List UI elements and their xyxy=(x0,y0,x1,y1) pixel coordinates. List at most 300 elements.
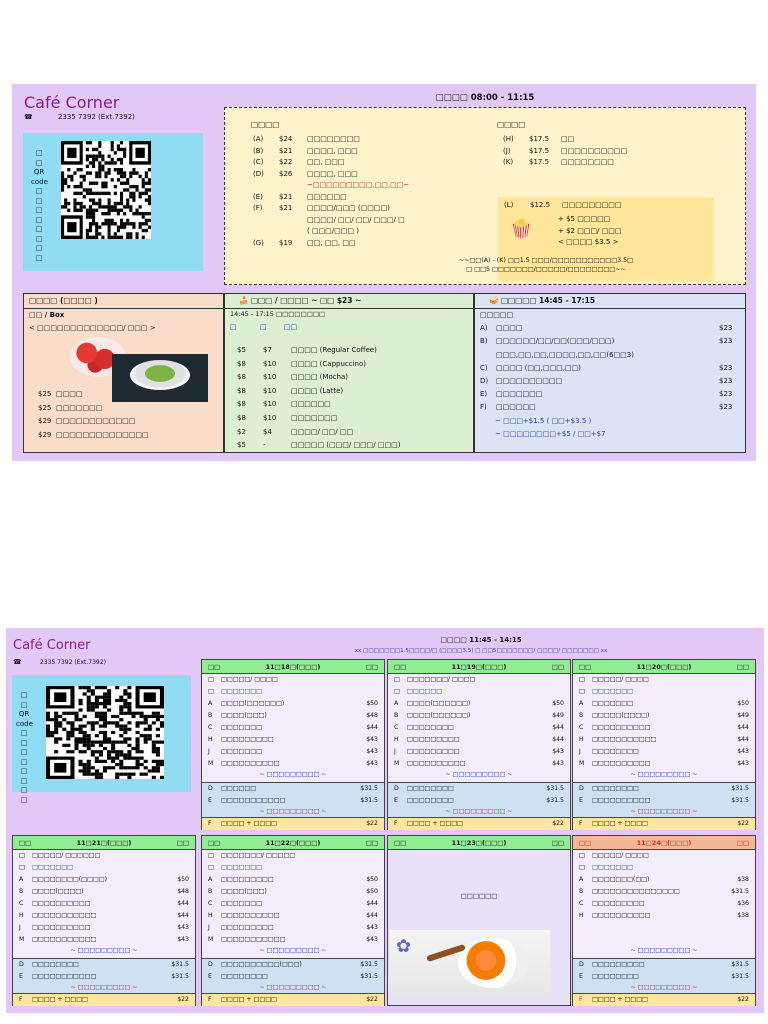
afternoon-tea-item-name: □□□□□□ xyxy=(496,403,536,412)
qr-label-char: □ xyxy=(20,767,28,775)
afternoon-tea-item-code: F) xyxy=(480,403,487,412)
breakfast-item xyxy=(503,157,723,169)
drink-item xyxy=(237,344,400,358)
lunch-item-code: C xyxy=(208,900,213,907)
set-item xyxy=(202,783,384,795)
lunch-item xyxy=(202,910,384,922)
salad-item xyxy=(38,429,149,443)
day-card xyxy=(387,835,571,1006)
afternoon-tea-item-price: $23 xyxy=(719,324,733,333)
day-card-subtitle xyxy=(388,686,570,698)
marker: □ xyxy=(208,864,214,871)
afternoon-tea-item xyxy=(475,375,745,388)
lunch-item xyxy=(202,710,384,722)
set-items-zone xyxy=(573,782,755,817)
afternoon-tea-item-code xyxy=(480,349,496,362)
set-item-code: E xyxy=(208,797,212,804)
drinks-list xyxy=(237,344,400,453)
qr-code[interactable] xyxy=(46,686,164,779)
marker: □ xyxy=(579,676,585,683)
lunch-item-price: $43 xyxy=(552,760,564,767)
soup-image: ✿ xyxy=(390,930,550,998)
marker: □ xyxy=(579,688,585,695)
cake-icon: 🍰 xyxy=(239,296,249,305)
salad-item-price: $29 xyxy=(38,430,52,439)
lunch-item-code: H xyxy=(208,736,213,743)
day-card-label-right: □□ xyxy=(551,662,564,671)
salad-item xyxy=(38,402,149,416)
combo-price: $22 xyxy=(552,820,564,827)
lunch-item-code: H xyxy=(579,736,584,743)
drink-name: □□□□ (Mocha) xyxy=(291,373,349,382)
lunch-item-price: $50 xyxy=(366,876,378,883)
salad-subtitle-2: < □□□□□□□□□□□□□/ □□□ > xyxy=(29,324,156,333)
breakfast-item-price: $21 xyxy=(279,192,293,201)
lunch-item xyxy=(13,910,195,922)
lunch-item xyxy=(13,898,195,910)
lunch-item-price: $44 xyxy=(737,724,749,731)
phone-number: 2335 7392 (Ext.7392) xyxy=(40,659,106,666)
set-items-zone xyxy=(388,782,570,817)
set-item-code: D xyxy=(394,785,399,792)
day-card-subtitle-text: □□□□□□□ xyxy=(32,864,73,871)
qr-label-char: □ xyxy=(20,786,28,794)
lunch-item-price: $44 xyxy=(366,900,378,907)
breakfast-item xyxy=(253,203,483,215)
breakfast-item-name: □□, □□, □□ xyxy=(307,238,356,247)
qr-label-char: □ xyxy=(35,253,43,262)
qr-label-char: code xyxy=(31,177,48,186)
drink-price-small: $8 xyxy=(237,400,246,409)
qr-code[interactable] xyxy=(61,141,151,239)
lunch-item xyxy=(573,874,755,886)
salad-item xyxy=(38,388,149,402)
salad-item xyxy=(38,415,149,429)
day-card-title-text: □□□□□/ □□□□□□ xyxy=(32,852,101,859)
combo-name: □□□□ + □□□□ xyxy=(592,820,648,827)
lunch-item xyxy=(573,898,755,910)
lunch-items-zone xyxy=(573,850,755,958)
afternoon-tea-list xyxy=(475,322,745,414)
breakfast-item-name: □□□□□□□□ xyxy=(307,135,360,143)
breakfast-note-line-2: □ □□5 □□□□□□□/□□□□□/□□□□□□□□~~ xyxy=(466,266,626,273)
marker: □ xyxy=(208,852,214,859)
breakfast-item-code: (K) xyxy=(503,158,514,166)
drink-item xyxy=(237,412,400,426)
lunch-item-price: $43 xyxy=(737,760,749,767)
lunch-item xyxy=(202,698,384,710)
breakfast-item-price: $21 xyxy=(279,204,293,212)
breakfast-menu-panel xyxy=(12,84,756,461)
qr-label-char: □ xyxy=(35,225,43,233)
day-card-header xyxy=(13,836,195,850)
combo-price: $22 xyxy=(177,996,189,1003)
lunch-item-code: J xyxy=(208,748,210,755)
lunch-item-price: $43 xyxy=(552,748,564,755)
breakfast-item xyxy=(253,180,483,192)
breakfast-item-price: $19 xyxy=(279,238,293,247)
day-card-label-left: □□ xyxy=(394,838,407,847)
lunch-item xyxy=(13,886,195,898)
set-item xyxy=(13,959,195,971)
set-item-name: □□□□□□□□□□ xyxy=(592,797,651,804)
salad-list xyxy=(38,388,149,442)
set-item-name: □□□□□□□□□□□ xyxy=(32,973,97,980)
set-item-name: □□□□□□□□□ xyxy=(592,961,645,968)
set-item-name: □□□□□□□□ xyxy=(407,785,454,792)
breakfast-item-price: $17.5 xyxy=(529,158,550,166)
side-option: < □□□□ $3.5 > xyxy=(558,238,619,246)
lunch-items-zone xyxy=(13,850,195,958)
combo-code: F xyxy=(579,996,583,1003)
day-card-title xyxy=(202,674,384,686)
salad-item-name: □□□□ xyxy=(56,390,83,398)
sandwich-icon: 🥪 xyxy=(489,296,499,305)
lunch-item xyxy=(13,934,195,946)
drink-item xyxy=(237,385,400,399)
lunch-item-name: □□□□□□□□ xyxy=(407,724,454,731)
lunch-item-code: M xyxy=(208,936,214,943)
marker: □ xyxy=(394,688,400,695)
set-item-code: E xyxy=(579,797,583,804)
lunch-item-code: C xyxy=(19,900,24,907)
drink-item xyxy=(237,426,400,440)
qr-area xyxy=(12,675,191,804)
day-card-date: 11□20□(□□□) xyxy=(636,662,692,671)
combo-code: F xyxy=(208,996,212,1003)
breakfast-item-code: (G) xyxy=(253,238,264,247)
salad-item-price: $29 xyxy=(38,417,52,425)
day-card xyxy=(201,835,385,1006)
lunch-item-name: □□□□(□□□) xyxy=(221,712,267,719)
lunch-item-code: B xyxy=(208,888,213,895)
set-item-name: □□□□□□□□ xyxy=(407,797,454,804)
drinks-header-text: □□□ / □□□□ ~ □□ $23 ~ xyxy=(250,296,362,305)
day-card-label-right: □□ xyxy=(365,838,378,847)
day-card-title xyxy=(13,850,195,862)
lunch-item-name: □□□□□□□□□□ xyxy=(221,912,280,919)
lunch-item-price: $50 xyxy=(366,700,378,707)
set-item-name: □□□□□□□□ xyxy=(32,961,79,968)
day-card-label-left: □□ xyxy=(208,838,221,847)
qr-label-char: □ xyxy=(20,748,28,756)
breakfast-item xyxy=(253,215,483,227)
lunch-item-name: □□□□(□□□□□□) xyxy=(221,700,285,707)
set-item-name: □□□□□□□□□□(□□□) xyxy=(221,961,302,968)
set-item-code: D xyxy=(208,785,213,792)
breakfast-item xyxy=(253,146,483,158)
breakfast-item-name: □□□□/ □□/ □□/ □□□/ □ xyxy=(307,215,405,224)
lunch-item-name: □□□□□□□ xyxy=(221,900,262,907)
set-item-price: $31.5 xyxy=(360,785,378,792)
lunch-item-name: □□□□□(□□□□) xyxy=(592,712,650,719)
lunch-item-name: □□□□□□□ xyxy=(221,724,262,731)
lunch-item xyxy=(202,934,384,946)
qr-label-char: QR xyxy=(33,168,45,176)
set-item-code: E xyxy=(579,973,583,980)
separator: ~ □□□□□□□□□ ~ xyxy=(259,984,327,991)
set-item-code: E xyxy=(394,797,398,804)
lunch-item-price: $36 xyxy=(737,900,749,907)
drinks-header xyxy=(225,294,473,309)
lunch-item-price: $44 xyxy=(177,900,189,907)
lunch-item-name: □□□□□□□□□□□ xyxy=(32,936,97,943)
lunch-item xyxy=(202,734,384,746)
afternoon-tea-item-price xyxy=(719,349,745,362)
set-item-name: □□□□□□□□□□□ xyxy=(221,797,286,804)
day-card-date: 11□19□(□□□) xyxy=(451,662,507,671)
lunch-item-price: $44 xyxy=(552,736,564,743)
side-option: + $5 □□□□□ xyxy=(558,215,611,223)
combo-zone xyxy=(13,993,195,1006)
closed-text: □□□□□□ xyxy=(460,892,498,900)
afternoon-tea-item-name: □□□,□□,□□,□□□□,□□,□□(6□□3) xyxy=(496,350,634,359)
lunch-item-price: $48 xyxy=(366,712,378,719)
lunch-item-price: $44 xyxy=(366,724,378,731)
breakfast-item-name: □□□□, □□□ xyxy=(307,169,358,178)
breakfast-item-name: □□ xyxy=(561,135,575,143)
set-item-price: $31.5 xyxy=(546,797,564,804)
lunch-item-code: J xyxy=(579,748,581,755)
lunch-item-name: □□□□□□□□□□ xyxy=(221,760,280,767)
lunch-item-price: $38 xyxy=(737,912,749,919)
side-item-options xyxy=(558,214,622,249)
drink-name: □□□□/ □□/ □□ xyxy=(291,427,354,436)
marker: □ xyxy=(19,852,25,859)
breakfast-item-name: □□□□/□□□ (□□□□) xyxy=(307,204,390,212)
lunch-item xyxy=(573,758,755,770)
breakfast-item-code: (F) xyxy=(253,204,263,212)
drink-price-large: $10 xyxy=(263,386,277,395)
brand-title: Café Corner xyxy=(24,93,120,112)
qr-label-char: □ xyxy=(35,206,43,214)
lunch-item-name: □□□□□□□□□ xyxy=(221,736,274,743)
combo-item xyxy=(573,818,755,830)
afternoon-tea-header-text: □□□□□ 14:45 - 17:15 xyxy=(500,296,596,305)
day-card-date: 11□18□(□□□) xyxy=(265,662,321,671)
breakfast-item-code: (A) xyxy=(253,135,264,143)
lunch-item-code: M xyxy=(394,760,400,767)
day-card xyxy=(572,835,756,1006)
breakfast-item xyxy=(253,134,483,146)
drink-price-small: $8 xyxy=(237,359,246,368)
salad-header: □□□□ (□□□□ ) xyxy=(24,294,223,309)
lunch-note: xx □□□□□□□1.5□□□□/□ (□□□□3.5) □ □□5□□□□□□□/ □□□□/ □□□□□□□ xx xyxy=(354,648,608,654)
lunch-item-code: M xyxy=(579,760,585,767)
marker: □ xyxy=(394,676,400,683)
phone-icon: ☎ xyxy=(13,658,22,666)
drink-item xyxy=(237,398,400,412)
afternoon-tea-item xyxy=(475,362,745,375)
side-item-name: □□□□□□□□□ xyxy=(562,201,622,209)
set-item-price: $31.5 xyxy=(731,797,749,804)
lunch-item-name: □□□□□□□□(□□□□) xyxy=(32,876,107,883)
lunch-item xyxy=(573,710,755,722)
afternoon-tea-item-name: □□□□□□□□□□ xyxy=(496,377,563,386)
day-card-label-right: □□ xyxy=(736,662,749,671)
lunch-item-price: $43 xyxy=(177,924,189,931)
set-item-name: □□□□□□□□ xyxy=(592,973,639,980)
afternoon-tea-item-price: $23 xyxy=(719,390,733,399)
breakfast-right-list xyxy=(503,134,723,169)
combo-code: F xyxy=(394,820,398,827)
afternoon-tea-item-price: $23 xyxy=(719,337,733,346)
set-items-zone xyxy=(202,958,384,993)
combo-item xyxy=(13,994,195,1006)
lunch-item-code: B xyxy=(19,888,24,895)
day-card-label-left: □□ xyxy=(394,662,407,671)
day-card-subtitle xyxy=(573,686,755,698)
breakfast-item xyxy=(253,169,483,181)
set-items-zone xyxy=(573,958,755,993)
combo-zone xyxy=(202,817,384,830)
lunch-item-price: $44 xyxy=(552,724,564,731)
drink-name: □□□□ (Latte) xyxy=(291,386,344,395)
drink-item xyxy=(237,371,400,385)
lunch-item-code: B xyxy=(579,888,584,895)
lunch-item-name: □□□□(□□□□) xyxy=(32,888,84,895)
breakfast-note xyxy=(225,256,747,274)
combo-price: $22 xyxy=(737,996,749,1003)
drink-item xyxy=(237,439,400,453)
lunch-item xyxy=(573,722,755,734)
afternoon-tea-item-code: E) xyxy=(480,390,488,399)
lunch-item-name: □□□□□□□□□ xyxy=(407,748,460,755)
set-item-price: $31.5 xyxy=(360,973,378,980)
day-card-date: 11□22□(□□□) xyxy=(265,838,321,847)
day-card xyxy=(572,659,756,830)
afternoon-tea-header xyxy=(475,294,745,309)
lunch-item-price: $50 xyxy=(366,888,378,895)
breakfast-title: □□□□ 08:00 - 11:15 xyxy=(435,93,535,103)
lunch-item-price: $43 xyxy=(366,736,378,743)
separator: ~ □□□□□□□□□ ~ xyxy=(70,984,138,991)
breakfast-right-subtitle: □□□□ xyxy=(497,120,526,129)
set-item-code: E xyxy=(19,973,23,980)
qr-label-char: □ xyxy=(35,244,43,252)
combo-price: $22 xyxy=(737,820,749,827)
lunch-item-name: □□□□□□□□□ xyxy=(221,876,274,883)
combo-name: □□□□ + □□□□ xyxy=(221,996,277,1003)
lunch-item-name: □□□□□□□□□□ xyxy=(592,760,651,767)
afternoon-tea-item-price: $23 xyxy=(719,403,733,412)
set-item-price: $31.5 xyxy=(360,961,378,968)
drink-price-large: $10 xyxy=(263,400,277,409)
day-card-subtitle-text: □□□□□□□ xyxy=(221,688,262,695)
lunch-item xyxy=(202,898,384,910)
salad-column xyxy=(23,293,224,453)
drink-price-large: $10 xyxy=(263,359,277,368)
lunch-items-zone xyxy=(388,674,570,782)
lunch-item-name: □□□□□□□□□□ xyxy=(407,760,466,767)
day-card-subtitle-text: □□□□□□ xyxy=(407,688,443,695)
set-item xyxy=(573,795,755,807)
qr-label-char: □ xyxy=(20,729,28,737)
breakfast-item-name: □□, □□□ xyxy=(307,158,345,166)
lunch-item xyxy=(202,874,384,886)
lunch-item-price: $50 xyxy=(177,876,189,883)
separator: ~ □□□□□□□□□ ~ xyxy=(445,771,513,778)
phone-icon: ☎ xyxy=(24,113,33,121)
lunch-item-price: $31.5 xyxy=(731,888,749,895)
combo-name: □□□□ + □□□□ xyxy=(407,820,463,827)
day-card-header xyxy=(202,836,384,850)
drink-price-small: $5 xyxy=(237,346,246,354)
salad-item-name: □□□□□□□□□□□□□□ xyxy=(56,430,149,439)
lunch-items-zone xyxy=(202,850,384,958)
combo-item xyxy=(573,994,755,1006)
lunch-item-name: □□□□(□□□□□□) xyxy=(407,700,471,707)
lunch-item xyxy=(202,758,384,770)
lunch-item-code: A xyxy=(208,700,213,707)
marker: □ xyxy=(579,864,585,871)
salad-item-price: $25 xyxy=(38,390,52,398)
lunch-item xyxy=(388,698,570,710)
breakfast-item-price: $17.5 xyxy=(529,146,550,155)
lunch-title: □□□□ 11:45 - 14:15 xyxy=(440,636,522,644)
lunch-item xyxy=(573,698,755,710)
breakfast-item-name: ( □□□/□□□ ) xyxy=(307,227,359,235)
day-card-header xyxy=(573,836,755,850)
day-card-title-text: □□□□□□□/ □□□□ xyxy=(407,676,476,683)
day-card-title xyxy=(202,850,384,862)
day-card-subtitle xyxy=(202,686,384,698)
breakfast-note-line-1: ~~□□(A) - (K) □□1.5 □□□/□□□□□□□□□□□3.5□ xyxy=(458,257,634,264)
lunch-item-code: A xyxy=(19,876,24,883)
lunch-item-name: □□□□□□□ xyxy=(221,748,262,755)
lunch-item-name: □□□□□□□□□□□ xyxy=(221,936,286,943)
set-item-name: □□□□□□ xyxy=(221,785,257,792)
afternoon-tea-item-price: $23 xyxy=(719,377,733,386)
breakfast-item-price: $17.5 xyxy=(529,135,550,143)
day-card-title xyxy=(388,674,570,686)
lunch-item-name: □□□□□□□□□□□ xyxy=(32,912,97,919)
combo-zone xyxy=(573,993,755,1006)
day-card-subtitle xyxy=(573,862,755,874)
lunch-items-zone xyxy=(573,674,755,782)
side-item-price: $12.5 xyxy=(530,201,551,209)
qr-label-char: □ xyxy=(20,795,28,804)
lunch-item-code: A xyxy=(208,876,213,883)
separator: ~ □□□□□□□□□ ~ xyxy=(259,771,327,778)
lunch-item xyxy=(573,734,755,746)
lunch-item xyxy=(388,758,570,770)
breakfast-item-price: $26 xyxy=(279,169,293,178)
separator: ~ □□□□□□□□□ ~ xyxy=(630,771,698,778)
marker: □ xyxy=(208,676,214,683)
afternoon-tea-item-name: □□□□ (□□,□□□,□□) xyxy=(496,363,581,372)
day-card-subtitle xyxy=(13,862,195,874)
lunch-item-code: B xyxy=(394,712,399,719)
day-card-header xyxy=(202,660,384,674)
lunch-item-code: B xyxy=(208,712,213,719)
lunch-item-price: $43 xyxy=(366,748,378,755)
side-option: + $2 □□□/ □□□ xyxy=(558,226,622,235)
popcorn-icon: 🍿 xyxy=(510,219,533,240)
lunch-item-name: □□□□□□□□ xyxy=(592,748,639,755)
salad-item-name: □□□□□□□□□□□□ xyxy=(56,417,136,425)
lunch-item-price: $43 xyxy=(366,936,378,943)
breakfast-item-name: □□□□□□ xyxy=(307,192,347,201)
drink-price-small: $5 xyxy=(237,441,246,450)
breakfast-item-code: (H) xyxy=(503,135,514,143)
afternoon-tea-item xyxy=(475,401,745,414)
lunch-item-name: □□□□□□□□□□ xyxy=(32,924,91,931)
day-card-label-right: □□ xyxy=(736,838,749,847)
day-card-header xyxy=(388,660,570,674)
combo-zone xyxy=(388,817,570,830)
separator: ~ □□□□□□□□□ ~ xyxy=(445,808,513,815)
